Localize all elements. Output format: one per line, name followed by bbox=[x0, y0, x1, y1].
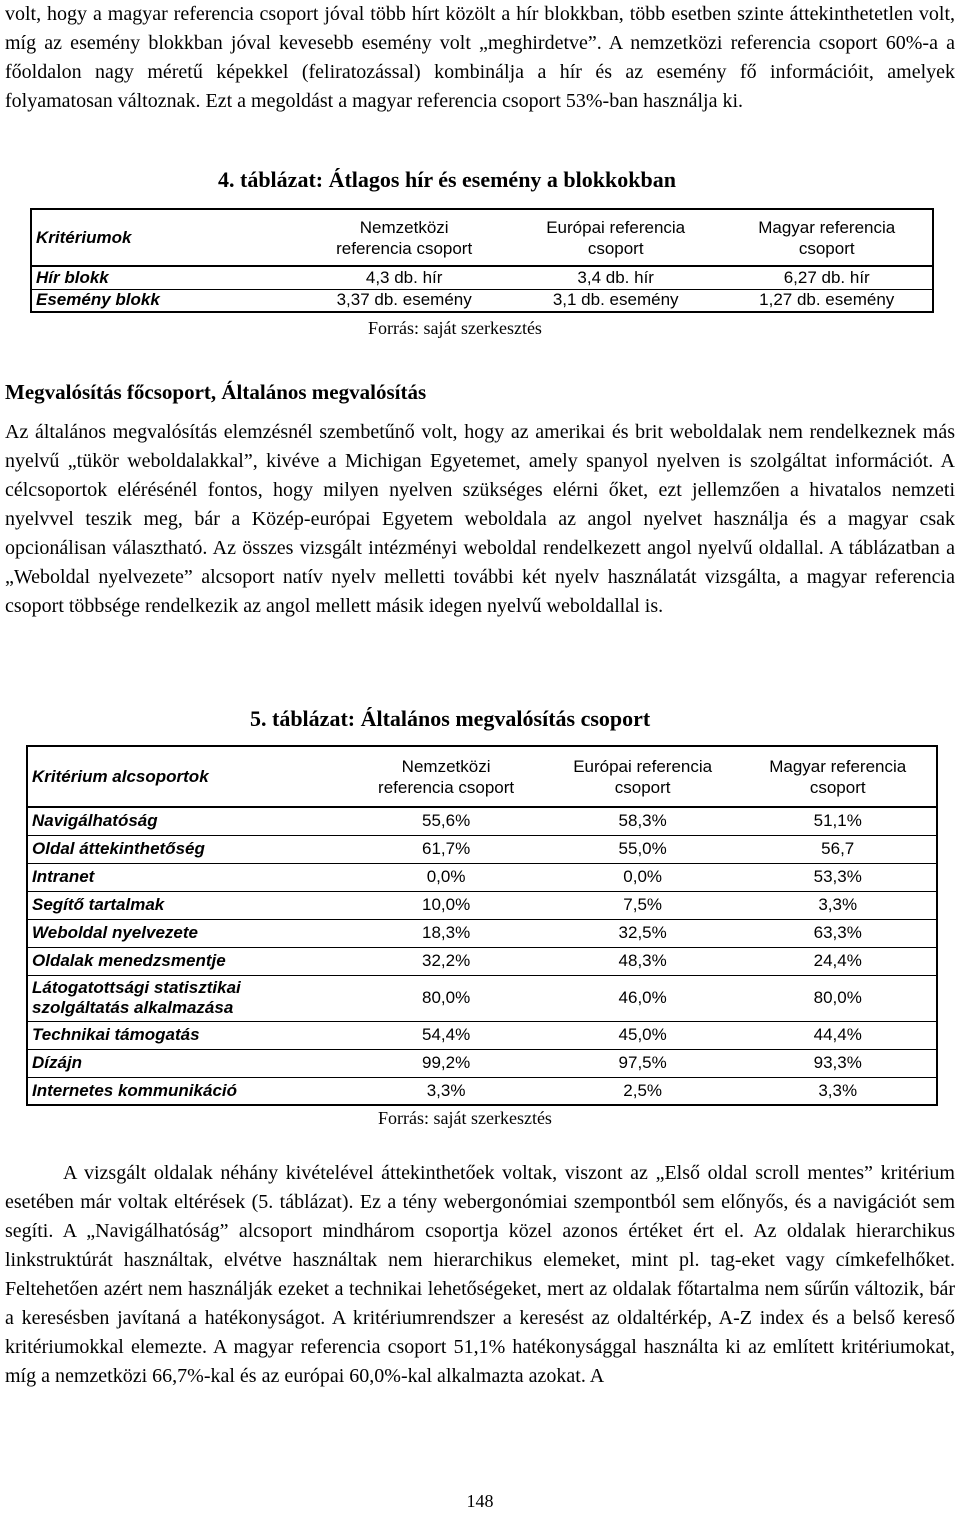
cell-hungarian: 6,27 db. hír bbox=[783, 267, 870, 287]
cell-european: 45,0% bbox=[618, 1025, 667, 1044]
table-row bbox=[27, 807, 937, 835]
row-label: Intranet bbox=[32, 867, 95, 886]
cell-european: 46,0% bbox=[618, 988, 667, 1007]
row-label: Dízájn bbox=[32, 1053, 83, 1072]
row-label: Esemény blokk bbox=[36, 290, 160, 310]
table-row bbox=[27, 919, 937, 947]
table5-header-criteria: Kritérium alcsoportok bbox=[32, 767, 209, 786]
table-row bbox=[27, 975, 937, 1021]
table4-source: Forrás: saját szerkesztés bbox=[368, 318, 542, 338]
cell-hungarian: 53,3% bbox=[813, 867, 862, 886]
table4-header-criteria: Kritériumok bbox=[36, 228, 132, 247]
table5-caption: 5. táblázat: Általános megvalósítás csoport bbox=[250, 706, 651, 731]
table5-source: Forrás: saját szerkesztés bbox=[378, 1108, 552, 1128]
cell-international: 10,0% bbox=[421, 895, 471, 914]
cell-european: 48,3% bbox=[618, 951, 667, 970]
cell-international: 99,2% bbox=[421, 1053, 471, 1072]
table-row bbox=[27, 1021, 937, 1049]
table-row bbox=[27, 891, 937, 919]
cell-international: 80,0% bbox=[421, 988, 471, 1007]
table4-caption: 4. táblázat: Átlagos hír és esemény a blokkokban bbox=[218, 167, 676, 192]
cell-hungarian: 3,3% bbox=[818, 1080, 858, 1100]
section-heading: Megvalósítás főcsoport, Általános megvalósítás bbox=[5, 380, 427, 404]
table4-header-hungarian: Magyar referencia csoport bbox=[758, 217, 896, 258]
cell-hungarian: 1,27 db. esemény bbox=[759, 290, 895, 310]
cell-european: 3,1 db. esemény bbox=[552, 290, 679, 310]
table4-header-european: Európai referencia csoport bbox=[546, 217, 686, 258]
cell-european: 32,5% bbox=[618, 923, 667, 942]
row-label: Oldal áttekinthetőség bbox=[32, 839, 205, 858]
cell-european: 58,3% bbox=[618, 811, 667, 831]
cell-international: 32,2% bbox=[421, 951, 471, 970]
table5-header-international: Nemzetközi referencia csoport bbox=[378, 756, 515, 797]
row-label: Segítő tartalmak bbox=[32, 895, 165, 914]
table5-header-european: Európai referencia csoport bbox=[573, 756, 713, 797]
cell-european: 55,0% bbox=[618, 839, 667, 858]
cell-hungarian: 51,1% bbox=[813, 811, 862, 831]
table-row bbox=[27, 1077, 937, 1105]
table-row bbox=[31, 266, 933, 289]
cell-hungarian: 44,4% bbox=[813, 1025, 862, 1044]
row-label: Hír blokk bbox=[36, 267, 109, 287]
row-label: Oldalak menedzsmentje bbox=[32, 951, 226, 970]
table-row bbox=[27, 947, 937, 975]
table4 bbox=[30, 208, 934, 313]
paragraph-implementation: Az általános megvalósítás elemzésnél szembetűnő volt, hogy az amerikai és brit weboldalak nem rendelkeznek más nyelvű „tükör weboldalakkal”, kivéve a Michigan Egyetemet, amely spanyol nyelven is szolgáltat információt. A célcsoportok elérésénél fontos, hogy milyen nyelven szükséges elérni őket, ezt jellemzően a hivatalos nemzeti nyelvvel teszik meg, bár a Közép-európai Egyetem weboldala az angol nyelvet használja és a magyar csak opcionálisan választható. Az összes vizsgált intézményi weboldal rendelkezett angol nyelvű oldallal. A táblázatban a „Weboldal nyelvezete” alcsoport natív nyelv melletti további két nyelv használatát vizsgálta, a magyar referencia csoport többsége rendelkezik az angol mellett másik idegen nyelvű weboldallal is. bbox=[5, 421, 955, 617]
table-row bbox=[27, 835, 937, 863]
cell-international: 4,3 db. hír bbox=[365, 267, 443, 287]
cell-international: 0,0% bbox=[426, 867, 466, 886]
paragraph-intro: volt, hogy a magyar referencia csoport jóval több hírt közölt a hír blokkban, több esetben szinte áttekinthetetlen volt, míg az esemény blokkban jóval kevesebb esemény volt „meghirdetve”. A nemzetközi referencia csoport 60%-a a főoldalon nagy méretű képekkel (feliratozással) kombinálja a hír és az esemény fő információit, amelyek folyamatosan változnak. Ezt a megoldást a magyar referencia csoport 53%-ban használja ki. bbox=[5, 3, 955, 112]
cell-international: 3,37 db. esemény bbox=[336, 290, 472, 310]
row-label: Weboldal nyelvezete bbox=[32, 923, 198, 942]
table5-header-hungarian: Magyar referencia csoport bbox=[769, 756, 907, 797]
table4-header-international: Nemzetközi referencia csoport bbox=[336, 217, 473, 258]
cell-hungarian: 80,0% bbox=[813, 988, 862, 1007]
cell-hungarian: 3,3% bbox=[818, 895, 858, 914]
cell-european: 97,5% bbox=[618, 1053, 667, 1072]
table-row bbox=[31, 289, 933, 312]
cell-european: 3,4 db. hír bbox=[577, 267, 654, 287]
cell-international: 54,4% bbox=[421, 1025, 471, 1044]
cell-european: 0,0% bbox=[623, 867, 663, 886]
table-row bbox=[27, 863, 937, 891]
cell-european: 2,5% bbox=[623, 1080, 663, 1100]
cell-hungarian: 24,4% bbox=[813, 951, 862, 970]
cell-international: 3,3% bbox=[426, 1080, 466, 1100]
row-label: Navigálhatóság bbox=[32, 811, 158, 831]
cell-european: 7,5% bbox=[623, 895, 663, 914]
cell-hungarian: 56,7 bbox=[821, 839, 855, 858]
row-label: Látogatottsági statisztikai szolgáltatás alkalmazása bbox=[32, 978, 241, 1017]
cell-international: 18,3% bbox=[421, 923, 471, 942]
cell-international: 61,7% bbox=[421, 839, 471, 858]
table-row bbox=[27, 1049, 937, 1077]
row-label: Technikai támogatás bbox=[32, 1025, 200, 1044]
cell-hungarian: 93,3% bbox=[813, 1053, 862, 1072]
table5 bbox=[26, 745, 938, 1106]
cell-hungarian: 63,3% bbox=[813, 923, 862, 942]
table4-header-row bbox=[31, 209, 933, 266]
row-label: Internetes kommunikáció bbox=[32, 1080, 238, 1100]
cell-international: 55,6% bbox=[421, 811, 471, 831]
table5-header-row bbox=[27, 746, 937, 807]
page-number: 148 bbox=[466, 1491, 494, 1511]
paragraph-discussion: A vizsgált oldalak néhány kivételével áttekinthetőek voltak, viszont az „Első oldal scroll mentes” kritérium esetében már voltak eltérések (5. táblázat). Ez a tény webergonómiai szempontból sem előnyős, és a navigációt sem segíti. A „Navigálhatóság” alcsoport mindhárom csoportja közel azonos értéket ért el. Az oldalak hierarchikus linkstruktúrát használtak, elvétve használtak nem hierarchikus elemeket, mint pl. tag-eket vagy címkefelhőket. Feltehetően azért nem használják ezeket a technikai lehetőségeket, mert az oldalak főtartalma nem sűrűn változik, bár a keresésben javítaná a hatékonyságot. A kritériumrendszer a keresést az oldaltérkép, A-Z index és a belső kereső kritériumokkal elemezte. A magyar referencia csoport 51,1% hatékonysággal használta ki az említett kritériumokat, míg a nemzetközi 66,7%-kal és az európai 60,0%-kal alkalmazta azokat. A bbox=[5, 1162, 955, 1387]
